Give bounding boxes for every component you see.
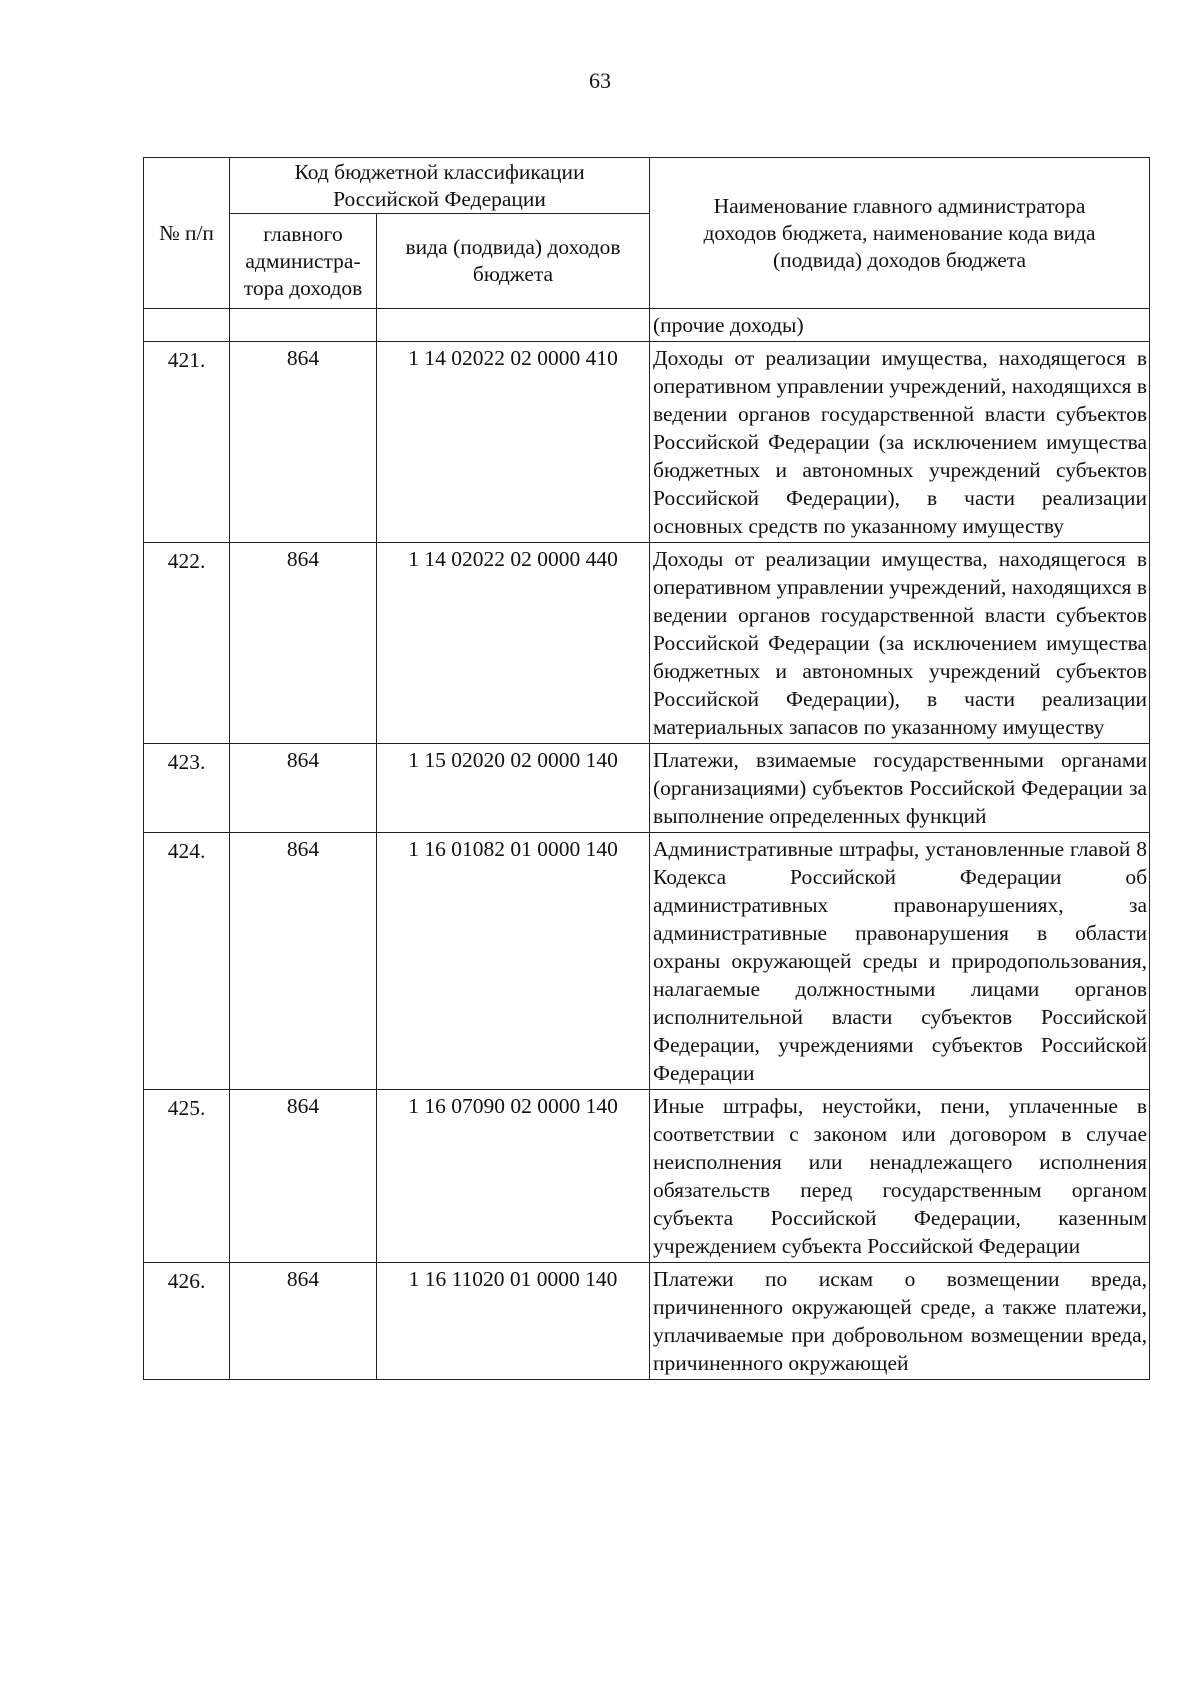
row-administrator-code: 864 (230, 342, 377, 543)
row-administrator-code: 864 (230, 1090, 377, 1263)
row-number: 426. (144, 1263, 230, 1380)
row-number: 424. (144, 833, 230, 1090)
row-description: Иные штрафы, неустойки, пени, уплаченные в соответствии с законом или договором в случае неисполнения или ненадлежащего исполнения обязательств перед государственным органом субъекта Российской Федерации, казенным учреждением субъекта Российской Федерации (650, 1090, 1150, 1263)
continuation-empty-cell (377, 309, 650, 342)
header-administrator-name: Наименование главного администратора доходов бюджета, наименование кода вида (подвида) доходов бюджета (650, 158, 1150, 309)
row-revenue-code: 1 14 02022 02 0000 410 (377, 342, 650, 543)
header-main-administrator: главного администра-тора доходов (230, 214, 377, 309)
continuation-row (144, 309, 1150, 342)
continuation-empty-cell (230, 309, 377, 342)
row-description: Доходы от реализации имущества, находящегося в оперативном управлении учреждений, находящихся в ведении органов государственной власти субъектов Российской Федерации (за исключением имущества бюджетных и автономных учреждений субъектов Российской Федерации), в части реализации материальных запасов по указанному имуществу (650, 543, 1150, 744)
row-description: Платежи, взимаемые государственными органами (организациями) субъектов Российской Федерации за выполнение определенных функций (650, 744, 1150, 833)
table-row (144, 1263, 1150, 1380)
row-number: 422. (144, 543, 230, 744)
budget-classification-table (143, 157, 1150, 1380)
table-row (144, 543, 1150, 744)
header-revenue-type: вида (подвида) доходов бюджета (377, 214, 650, 309)
row-revenue-code: 1 15 02020 02 0000 140 (377, 744, 650, 833)
row-administrator-code: 864 (230, 1263, 377, 1380)
row-administrator-code: 864 (230, 543, 377, 744)
table-body (144, 309, 1150, 1380)
row-description: Доходы от реализации имущества, находящегося в оперативном управлении учреждений, находящихся в ведении органов государственной власти субъектов Российской Федерации (за исключением имущества бюджетных и автономных учреждений субъектов Российской Федерации), в части реализации основных средств по указанному имуществу (650, 342, 1150, 543)
table-row (144, 342, 1150, 543)
page-number: 63 (589, 68, 611, 93)
row-number: 421. (144, 342, 230, 543)
header-number: № п/п (144, 158, 230, 309)
header-classification-code: Код бюджетной классификации Российской Федерации (230, 158, 650, 214)
row-revenue-code: 1 14 02022 02 0000 440 (377, 543, 650, 744)
row-number: 423. (144, 744, 230, 833)
continuation-text: (прочие доходы) (650, 309, 1150, 342)
row-revenue-code: 1 16 11020 01 0000 140 (377, 1263, 650, 1380)
row-revenue-code: 1 16 01082 01 0000 140 (377, 833, 650, 1090)
row-description: Административные штрафы, установленные главой 8 Кодекса Российской Федерации об административных правонарушениях, за административные правонарушения в области охраны окружающей среды и природопользования, налагаемые должностными лицами органов исполнительной власти субъектов Российской Федерации, учреждениями субъектов Российской Федерации (650, 833, 1150, 1090)
row-number: 425. (144, 1090, 230, 1263)
table-header (144, 158, 1150, 309)
continuation-empty-cell (144, 309, 230, 342)
row-description: Платежи по искам о возмещении вреда, причиненного окружающей среде, а также платежи, уплачиваемые при добровольном возмещении вреда, причиненного окружающей (650, 1263, 1150, 1380)
table-row (144, 744, 1150, 833)
row-administrator-code: 864 (230, 744, 377, 833)
row-revenue-code: 1 16 07090 02 0000 140 (377, 1090, 650, 1263)
table-row (144, 1090, 1150, 1263)
table-row (144, 833, 1150, 1090)
row-administrator-code: 864 (230, 833, 377, 1090)
